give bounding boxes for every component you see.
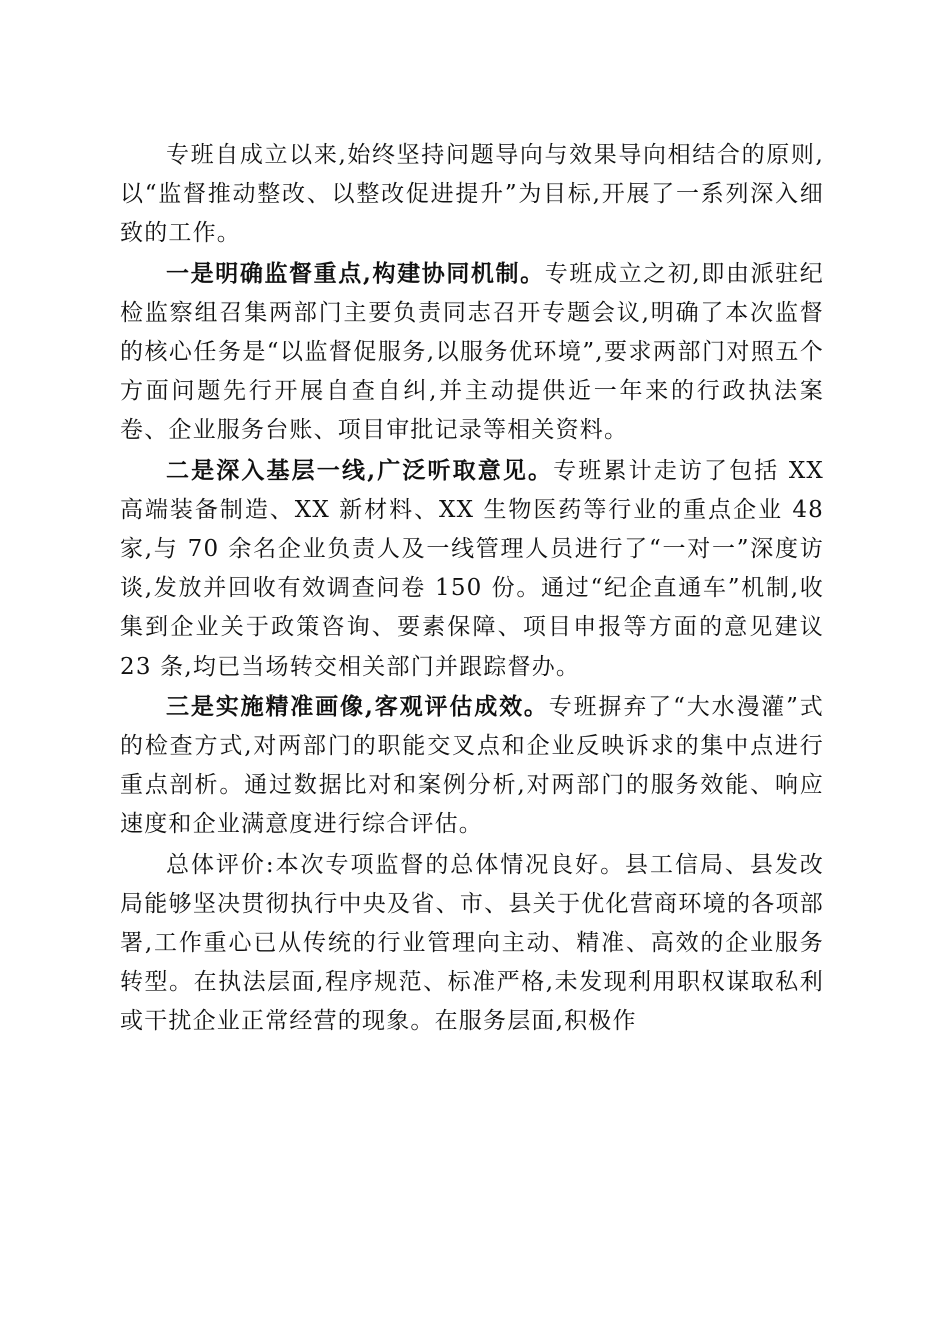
- paragraph-point-three-text: 专班摒弃了“大水漫灌”式的检查方式,对两部门的职能交叉点和企业反映诉求的集中点进行重点剖析。通过数据比对和案例分析,对两部门的服务效能、响应速度和企业满意度进行综合评估。: [120, 693, 824, 838]
- paragraph-intro-text: 专班自成立以来,始终坚持问题导向与效果导向相结合的原则,以“监督推动整改、以整改促进提升”为目标,开展了一系列深入细致的工作。: [120, 142, 824, 247]
- paragraph-point-two-text: 专班累计走访了包括 XX 高端装备制造、XX 新材料、XX 生物医药等行业的重点企业 48 家,与 70 余名企业负责人及一线管理人员进行了“一对一”深度访谈,发放并回收有效调查问卷 150 份。通过“纪企直通车”机制,收集到企业关于政策咨询、要素保障、项目申报等方面的意见建议 23 条,均已当场转交相关部门并跟踪督办。: [120, 457, 824, 680]
- paragraph-point-one-lead: 一是明确监督重点,构建协同机制。: [166, 259, 545, 287]
- paragraph-point-one: [120, 254, 824, 451]
- document-body: [120, 135, 824, 1042]
- paragraph-point-three: [120, 687, 824, 845]
- paragraph-point-two-lead: 二是深入基层一线,广泛听取意见。: [166, 456, 554, 484]
- paragraph-point-three-lead: 三是实施精准画像,客观评估成效。: [166, 692, 549, 720]
- paragraph-overall-evaluation: [120, 845, 824, 1042]
- paragraph-point-two: [120, 451, 824, 687]
- paragraph-intro: [120, 135, 824, 254]
- paragraph-overall-evaluation-text: 总体评价:本次专项监督的总体情况良好。县工信局、县发改局能够坚决贯彻执行中央及省、市、县关于优化营商环境的各项部署,工作重心已从传统的行业管理向主动、精准、高效的企业服务转型。在执法层面,程序规范、标准严格,未发现利用职权谋取私利或干扰企业正常经营的现象。在服务层面,积极作: [120, 851, 824, 1035]
- paragraph-point-one-text: 专班成立之初,即由派驻纪检监察组召集两部门主要负责同志召开专题会议,明确了本次监督的核心任务是“以监督促服务,以服务优环境”,要求两部门对照五个方面问题先行开展自查自纠,并主动提供近一年来的行政执法案卷、企业服务台账、项目审批记录等相关资料。: [120, 260, 824, 444]
